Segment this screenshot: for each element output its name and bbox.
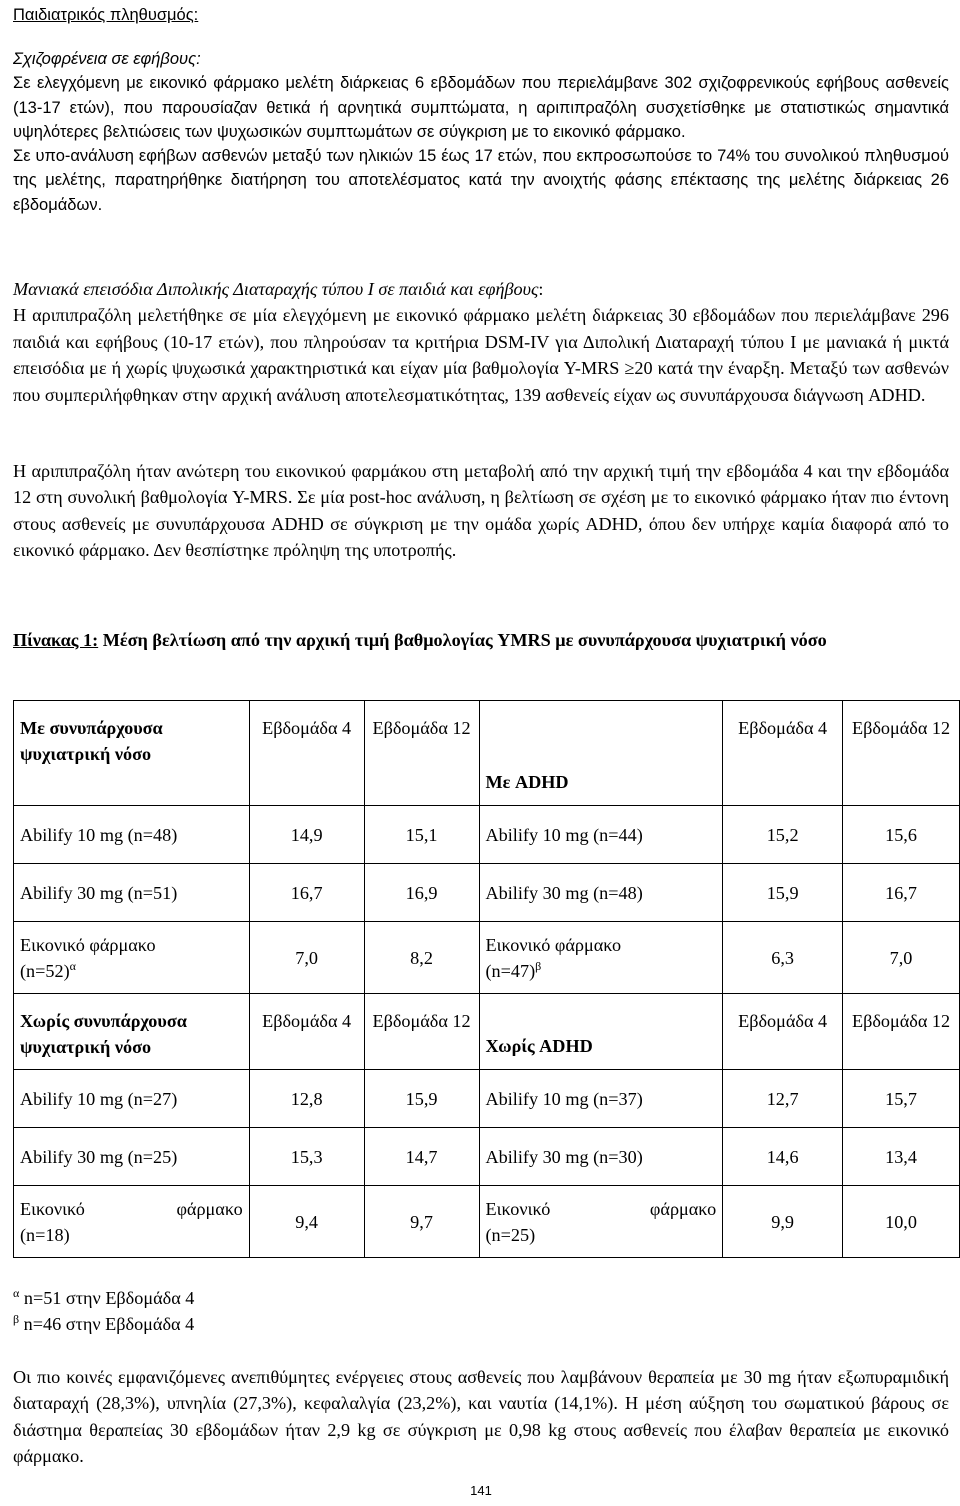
footnote [13, 1285, 194, 1311]
table-title [13, 624, 949, 656]
row-label: Abilify 10 mg (n=44) [479, 806, 723, 864]
header-week-12: Εβδομάδα 12 [364, 994, 479, 1070]
cell-value: 9,4 [249, 1186, 364, 1258]
cell-value: 9,7 [364, 1186, 479, 1258]
header-week-12: Εβδομάδα 12 [364, 701, 479, 806]
cell-value: 15,9 [364, 1070, 479, 1128]
footnote-marker: α [69, 958, 76, 973]
cell-value: 14,6 [723, 1128, 843, 1186]
schizophrenia-paragraph-2: Σε υπο-ανάλυση εφήβων ασθενών μεταξύ των ηλικιών 15 έως 17 ετών, που εκπροσωπούσε το 74% του συνολικού πληθυσμού της μελέτης, παρατηρήθηκε διατήρηση του αποτελέσματος κατά την ανοιχτής φάσης επέκτασης της μελέτης διάρκειας 26 εβδομάδων. [13, 147, 949, 214]
footnote-text: n=46 στην Εβδομάδα 4 [19, 1314, 195, 1334]
placebo-n-value: (n=52) [20, 960, 70, 981]
cell-value: 13,4 [843, 1128, 960, 1186]
cell-value: 16,7 [249, 864, 364, 922]
row-label [479, 922, 723, 994]
cell-value: 15,2 [723, 806, 843, 864]
header-no-comorbid: Χωρίς συνυπάρχουσα ψυχιατρική νόσο [14, 994, 250, 1070]
table-row [14, 1128, 960, 1186]
row-label: Abilify 10 mg (n=27) [14, 1070, 250, 1128]
cell-value: 14,7 [364, 1128, 479, 1186]
footnote-marker: β [535, 958, 542, 973]
placebo-word-2: φάρμακο [176, 1198, 243, 1219]
section-title: Παιδιατρικός πληθυσμός: [13, 6, 199, 24]
cell-value: 8,2 [364, 922, 479, 994]
mania-paragraph-2: Η αριπιπραζόλη ήταν ανώτερη του εικονικού φαρμάκου στη μεταβολή από την αρχική τιμή την εβδομάδα 4 και την εβδομάδα 12 στη συνολική βαθμολογία Y-MRS. Σε μία post-hoc ανάλυση, η βελτίωση σε σχέση με το εικονικό φάρμακο ήταν πιο έντονη στους ασθενείς με συνυπάρχουσα ADHD σε σύγκριση με την ομάδα χωρίς ADHD, όπου δεν υπήρχε καμία διαφορά από το εικονικό φάρμακο. Δεν θεσπίστηκε πρόληψη της υποτροπής. [13, 461, 949, 561]
mania-paragraph-1-part-a: Η αριπιπραζόλη μελετήθηκε σε μία ελεγχόμενη με εικονικό φάρμακο μελέτη διάρκειας 30 εβδομάδων που περιελάμβανε 296 παιδιά και εφήβους (10-17 ετών), που πληρούσαν τα κριτήρια DSM-IV για Διπολική Διαταραχή τύπου I με μανιακά ή μικτά επεισόδια με ή χωρίς ψυχωσικά χαρακτηριστικά και είχαν μία βαθμολογία Y-MRS [13, 305, 949, 379]
footnote-marker: α [13, 1285, 20, 1300]
mania-heading-line [13, 276, 949, 302]
schizophrenia-section [13, 47, 949, 217]
placebo-label: Εικονικό φάρμακο [20, 934, 156, 955]
cell-value: 9,9 [723, 1186, 843, 1258]
table-header-row [14, 701, 960, 806]
placebo-label [486, 1196, 717, 1222]
placebo-label [20, 1196, 243, 1222]
cell-value: 16,9 [364, 864, 479, 922]
table-title-text: Μέση βελτίωση από την αρχική τιμή βαθμολογίας YMRS με συνυπάρχουσα ψυχιατρική νόσο [98, 630, 827, 650]
mania-paragraph-1 [13, 302, 949, 408]
header-week-12: Εβδομάδα 12 [843, 994, 960, 1070]
header-week-12: Εβδομάδα 12 [843, 701, 960, 806]
header-week-4: Εβδομάδα 4 [723, 701, 843, 806]
row-label [14, 1186, 250, 1258]
row-label: Abilify 30 mg (n=30) [479, 1128, 723, 1186]
placebo-n-value: (n=47) [485, 960, 536, 981]
table-row-placebo [14, 922, 960, 994]
placebo-word-1: Εικονικό [485, 1198, 551, 1219]
cell-value: 15,3 [249, 1128, 364, 1186]
table-row [14, 806, 960, 864]
header-week-4: Εβδομάδα 4 [723, 994, 843, 1070]
ymrs-table [13, 700, 960, 1258]
header-adhd: Με ADHD [479, 701, 723, 806]
table-footnotes [13, 1285, 194, 1337]
placebo-word-2: φάρμακο [649, 1198, 717, 1219]
cell-value: 15,1 [364, 806, 479, 864]
row-label: Abilify 10 mg (n=48) [14, 806, 250, 864]
mania-heading: Μανιακά επεισόδια Διπολικής Διαταραχής τύπου I σε παιδιά και εφήβους [13, 279, 539, 299]
cell-value: 15,6 [843, 806, 960, 864]
cell-value: 7,0 [249, 922, 364, 994]
row-label [14, 922, 250, 994]
greater-equal-symbol: ≥ [624, 358, 635, 379]
header-no-adhd: Χωρίς ADHD [479, 994, 723, 1070]
cell-value: 15,9 [723, 864, 843, 922]
table-row [14, 1070, 960, 1128]
row-label: Abilify 30 mg (n=51) [14, 864, 250, 922]
mania-paragraph-1-part-b: 20 κατά την έναρξη. Μεταξύ των ασθενών που συμπεριλήφθηκαν στην αρχική ανάλυση αποτελεσματικότητας, 139 ασθενείς είχαν ως συνυπάρχουσα διάγνωση ADHD. [13, 358, 949, 405]
cell-value: 12,7 [723, 1070, 843, 1128]
schizophrenia-paragraph-1: Σε ελεγχόμενη με εικονικό φάρμακο μελέτη διάρκειας 6 εβδομάδων που περιελάμβανε 302 σχιζοφρενικούς εφήβους ασθενείς (13-17 ετών), που παρουσίαζαν θετικά ή αρνητικά συμπτώματα, η αριπιπραζόλη συσχετίσθηκε με στατιστικώς σημαντικά υψηλότερες βελτιώσεις των ψυχωσικών συμπτωμάτων σε σύγκριση με το εικονικό φάρμακο. [13, 74, 949, 141]
mania-section [13, 276, 949, 408]
row-label: Abilify 30 mg (n=48) [479, 864, 723, 922]
table-label: Πίνακας 1: [13, 630, 99, 650]
table-header-row-2 [14, 994, 960, 1070]
table-row [14, 864, 960, 922]
cell-value: 16,7 [843, 864, 960, 922]
page-number: 141 [470, 1483, 492, 1498]
row-label: Abilify 30 mg (n=25) [14, 1128, 250, 1186]
header-week-4: Εβδομάδα 4 [249, 994, 364, 1070]
placebo-n [486, 958, 717, 984]
cell-value: 6,3 [723, 922, 843, 994]
placebo-n [20, 958, 243, 984]
placebo-word-1: Εικονικό [20, 1198, 85, 1219]
schizophrenia-heading: Σχιζοφρένεια σε εφήβους: [13, 50, 201, 68]
placebo-n-value: (n=18) [20, 1224, 70, 1245]
footnote-text: n=51 στην Εβδομάδα 4 [19, 1288, 195, 1308]
cell-value: 15,7 [843, 1070, 960, 1128]
row-label [479, 1186, 723, 1258]
cell-value: 12,8 [249, 1070, 364, 1128]
header-comorbid: Με συνυπάρχουσα ψυχιατρική νόσο [14, 701, 250, 806]
adverse-events-paragraph: Οι πιο κοινές εμφανιζόμενες ανεπιθύμητες ενέργειες στους ασθενείς που λαμβάνουν θεραπεία με 30 mg ήταν εξωπυραμιδική διαταραχή (28,3%), υπνηλία (27,3%), κεφαλαλγία (23,2%), και ναυτία (14,1%). Η μέση αύξηση του σωματικού βάρους σε διάστημα θεραπείας 30 εβδομάδων ήταν 2,9 kg σε σύγκριση με 0,98 kg στους ασθενείς που έλαβαν θεραπεία με εικονικό φάρμακο. [13, 1367, 949, 1467]
footnote [13, 1311, 194, 1337]
cell-value: 10,0 [843, 1186, 960, 1258]
row-label: Abilify 10 mg (n=37) [479, 1070, 723, 1128]
cell-value: 7,0 [843, 922, 960, 994]
placebo-n-value: (n=25) [485, 1224, 536, 1245]
footnote-marker: β [13, 1311, 20, 1326]
header-week-4: Εβδομάδα 4 [249, 701, 364, 806]
table-row-placebo [14, 1186, 960, 1258]
placebo-label: Εικονικό φάρμακο [485, 934, 622, 955]
mania-heading-colon: : [538, 279, 544, 299]
cell-value: 14,9 [249, 806, 364, 864]
